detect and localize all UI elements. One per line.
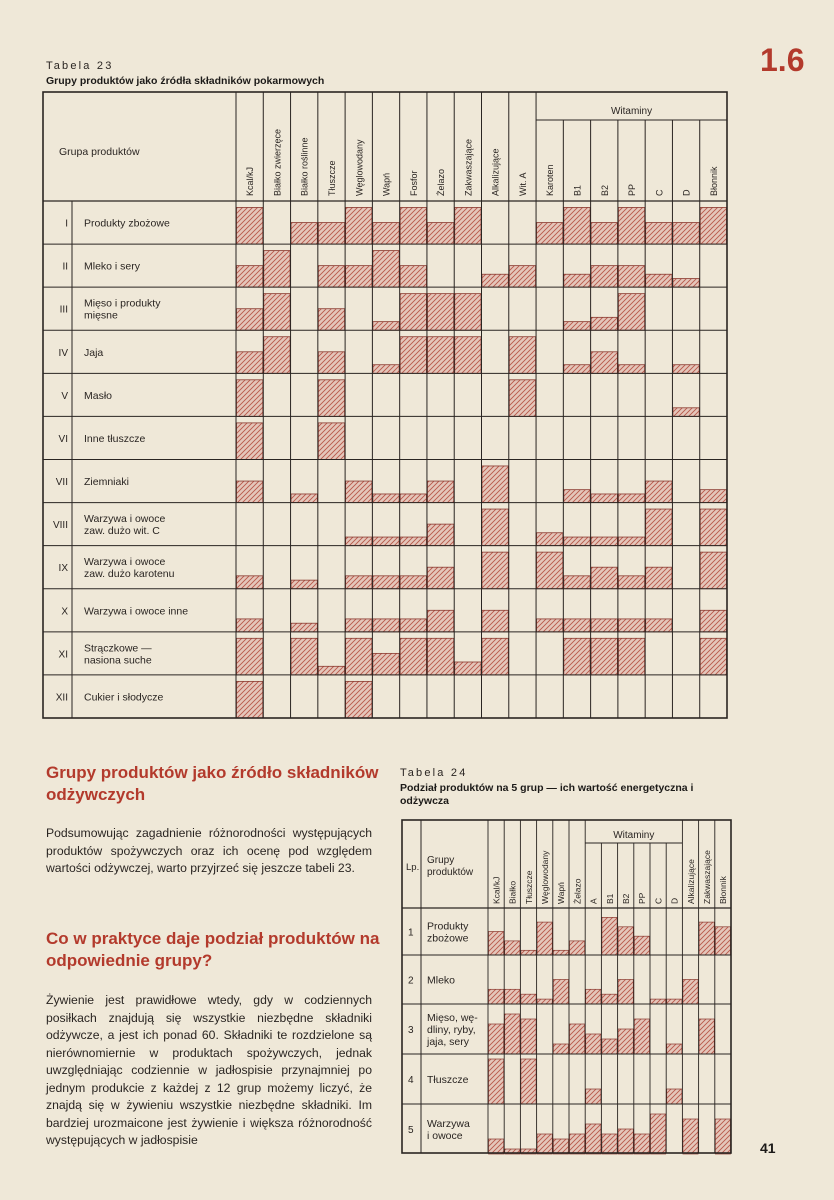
table24-bar-1-4 [537, 922, 552, 955]
table24-col-label: Alkalizujące [685, 859, 696, 904]
table23-row-num: I [65, 218, 68, 230]
table24-group-header-line: produktów [427, 867, 474, 878]
table24-bar-1-6 [570, 941, 585, 955]
table23-col-label: Żelazo [436, 168, 447, 196]
table23-row-num: V [61, 390, 68, 402]
table24-bar-3-12 [667, 1044, 682, 1054]
table24-col-label: C [653, 897, 664, 904]
table23-caption: Tabela 23 [46, 60, 114, 72]
table24-bar-1-8 [602, 917, 617, 955]
table23-col-label: Błonnik [708, 166, 719, 196]
table23-col-label: Białko roślinne [299, 137, 310, 196]
page-number: 41 [760, 1140, 776, 1156]
table24-bar-1-2 [505, 941, 520, 955]
table24-bar-2-8 [602, 994, 617, 1004]
heading-groups-as-source: Grupy produktów jako źródło składników odżywczych [46, 763, 379, 804]
table24-title: Podział produktów na 5 grup — ich wartość energetyczna i odżywcza [400, 782, 694, 807]
table24-col-label: A [588, 898, 599, 904]
table24-row-label-line: jaja, sery [427, 1036, 470, 1048]
table24-col-label: B1 [604, 893, 615, 904]
table24-row-label-line: Produkty [427, 920, 469, 933]
table24-row-num: 2 [408, 975, 414, 987]
table23-row-label-line: Masło [84, 389, 113, 402]
table24-bar-5-11 [651, 1114, 666, 1154]
table24-bar-3-2 [505, 1014, 520, 1054]
table24-bar-2-2 [505, 989, 520, 1004]
table23-row-num: III [59, 304, 68, 316]
table23-row-label-line: zaw. dużo karotenu [84, 568, 175, 581]
table23-col-label: Wit. A [517, 172, 528, 196]
table23-row-num: XII [55, 692, 68, 704]
table24-col-label: Kcal/kJ [491, 876, 502, 904]
table24-bar-2-12 [667, 999, 682, 1004]
table24-bar-5-1 [489, 1139, 504, 1154]
table24-bar-5-10 [634, 1134, 649, 1154]
table24-bar-2-7 [586, 989, 601, 1004]
table24-vitamins-header: Witaminy [613, 830, 655, 841]
table24-col-label: Węglowodany [540, 850, 550, 904]
table24-bar-4-7 [586, 1089, 601, 1104]
paragraph-summary: Podsumowując zagadnienie różnorodności występujących produktów spożywczych oraz ich ocenę pod względem wartości odżywczej, warto przyjrzeć się jeszcze tabeli 23. [46, 826, 372, 875]
table23-col-label: Zakwaszające [463, 138, 474, 196]
table24-row-num: 5 [408, 1125, 414, 1136]
table24-bar-5-6 [570, 1134, 585, 1154]
table24-group-header-line: Grupy [427, 855, 455, 866]
table23-col-label: Alkalizujące [490, 148, 501, 196]
section-number: 1.6 [760, 42, 805, 78]
table23-row-label-line: Jaja [84, 346, 104, 359]
table23-col-label: Karoten [545, 164, 556, 196]
table23-row-label-line: nasiona suche [84, 654, 152, 667]
table24-grid [402, 820, 731, 1154]
table24-row-num: 4 [408, 1075, 414, 1086]
table24-bar-5-7 [586, 1124, 601, 1154]
table23-col-label: B2 [599, 184, 610, 196]
table24-col-label: Żelazo [572, 878, 583, 904]
table23-col-label: Kcal/kJ [245, 166, 256, 196]
table24-bar-4-1 [489, 1059, 504, 1104]
table24-caption: Tabela 24 [400, 767, 468, 779]
table23-row-label-line: Mięso i produkty [84, 297, 161, 310]
table24-bar-1-15 [715, 927, 730, 955]
table24-col-label: Zakwaszające [702, 850, 712, 904]
table23-col-label: Węglowodany [354, 139, 365, 196]
table23-vitamins-header: Witaminy [610, 106, 653, 117]
table24-bar-5-4 [537, 1134, 552, 1154]
table24-bar-2-13 [683, 980, 698, 1005]
table24-bar-3-5 [553, 1044, 568, 1054]
table24-row-label [427, 1118, 470, 1142]
table24-bar-5-15 [715, 1119, 730, 1154]
table24-row-label-line: dliny, ryby, [427, 1024, 476, 1036]
table24-col-label: Białko [507, 880, 518, 904]
table24-row-label [427, 921, 469, 945]
table23-row-label-line: zaw. dużo wit. C [84, 525, 160, 538]
table23-row-num: XI [58, 649, 68, 661]
table24-row-label-line: Mięso, wę- [427, 1012, 478, 1024]
table23-row-label-line: Warzywa i owoce [84, 513, 166, 526]
table23-row-label-line: Warzywa i owoce inne [84, 605, 189, 618]
table24-bar-2-3 [521, 994, 536, 1004]
table23-row-num: IV [58, 347, 68, 359]
table24-bar-3-9 [618, 1029, 633, 1054]
table24-bar-2-9 [618, 980, 633, 1005]
table24-bar-5-8 [602, 1134, 617, 1154]
table23-col-label: Tłuszcze [326, 160, 337, 196]
table24-row-num: 1 [408, 927, 414, 939]
table24-bar-1-3 [521, 950, 536, 955]
table24-bar-3-6 [570, 1024, 585, 1054]
table24-bar-1-5 [553, 950, 568, 955]
table24-row-label-line: Warzywa [427, 1118, 470, 1130]
table23-row-num: VI [58, 433, 68, 445]
paragraph-nutrition: Żywienie jest prawidłowe wtedy, gdy w codziennych posiłkach znajdują się wszystkie niezbędne składniki odżywcze, a jest ich ponad 60. Składniki te rozdzielone są nierównomiernie w produktach spożywczych, jednak uwzględniając codziennie w jadłospisie przynajmniej po jednym produkcie z każdej z 12 grup możemy liczyć, że znajdą się w żywieniu wszystkie niezbędne składniki. Im bardziej urozmaicone jest żywienie i większa różnorodność występujących w jadłospisie [46, 993, 372, 1147]
table23-row-label-line: Cukier i słodycze [84, 691, 164, 704]
table24-bar-3-14 [699, 1019, 714, 1054]
table24-row-label [427, 1074, 469, 1086]
table24-row-label-line: Mleko [427, 974, 456, 987]
table24-bar-1-1 [489, 932, 504, 956]
table23-row-label-line: mięsne [84, 309, 118, 322]
table23-row-num: X [61, 606, 68, 618]
table24-bar-3-1 [489, 1024, 504, 1054]
table24-col-label: D [669, 897, 680, 904]
table23-row-num: IX [58, 563, 68, 575]
table23-row-label-line: Warzywa i owoce [84, 556, 166, 569]
table24-row-label [427, 975, 455, 987]
table24-bar-4-12 [667, 1089, 682, 1104]
table24-row-label-line: i owoce [427, 1130, 463, 1142]
table24-bar-5-13 [683, 1119, 698, 1154]
table24-row-label-line: zbożowe [427, 932, 469, 945]
heading-practical-division: Co w praktyce daje podział produktów na odpowiednie grupy? [46, 929, 380, 970]
table24-col-label: Błonnik [718, 876, 729, 904]
table24-bar-3-8 [602, 1039, 617, 1054]
table24-lp-header: Lp. [406, 862, 420, 873]
table23-group-header: Grupa produktów [59, 146, 140, 158]
table23-row-label-line: Strączkowe — [84, 642, 152, 655]
table24-bar-5-5 [553, 1139, 568, 1154]
table24-bar-1-9 [618, 927, 633, 955]
table24-bar-5-9 [618, 1129, 633, 1154]
table23-col-label: Fosfor [408, 170, 419, 196]
table23-row-label-line: Inne tłuszcze [84, 432, 146, 445]
table24-group-header [427, 855, 474, 878]
table23-row-label-line: Mleko i sery [84, 260, 141, 273]
table24-row-label-line: Tłuszcze [427, 1074, 469, 1086]
table24-row-label [426, 1012, 478, 1048]
table24-col-label: Wapń [556, 882, 567, 904]
table23-col-label: B1 [572, 184, 583, 196]
table23-row-label-line: Ziemniaki [84, 476, 129, 489]
table23-col-label: C [654, 189, 665, 196]
table23-row-num: VII [55, 477, 68, 489]
table24-bar-1-10 [634, 936, 649, 955]
table24-col-label: PP [637, 892, 648, 904]
table24-row-num: 3 [408, 1025, 414, 1036]
table23-row-label-line: Produkty zbożowe [84, 217, 170, 230]
table23-title: Grupy produktów jako źródła składników pokarmowych [46, 75, 325, 87]
table24-bar-2-4 [537, 999, 552, 1004]
table24-bar-3-10 [634, 1019, 649, 1054]
table23-col-label: PP [627, 183, 638, 196]
table23-col-label: D [681, 189, 692, 196]
table24-bar-2-1 [489, 989, 504, 1004]
table23-col-label: Białko zwierzęce [272, 128, 283, 196]
table24-bar-3-7 [586, 1034, 601, 1054]
table23-row-num: II [62, 261, 68, 273]
table23-row-num: VIII [52, 520, 68, 532]
table24-bar-4-3 [521, 1059, 536, 1104]
table24-bar-3-3 [521, 1019, 536, 1054]
table24-bar-1-14 [699, 922, 714, 955]
table23-col-label: Wapń [381, 172, 392, 196]
table24-col-label: B2 [621, 893, 631, 904]
table24-col-label: Tłuszcze [523, 870, 534, 904]
table24-bar-2-5 [553, 980, 568, 1005]
table24-bar-2-11 [651, 999, 666, 1004]
